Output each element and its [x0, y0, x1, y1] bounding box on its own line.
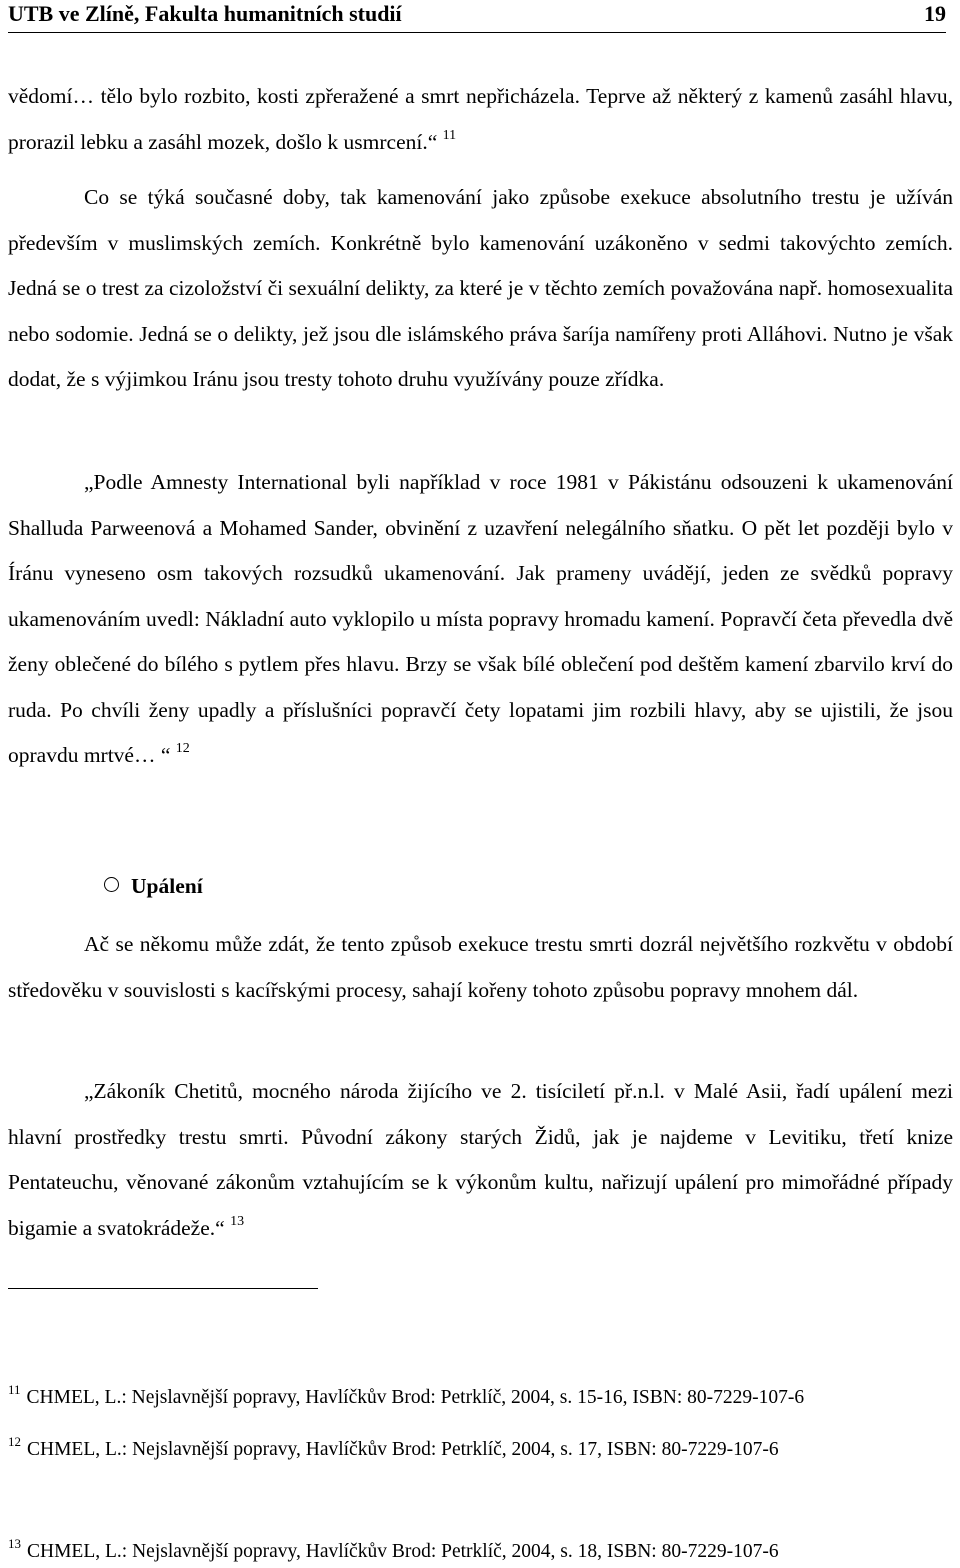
footnote-number: 11 [8, 1382, 21, 1397]
footnote-ref-11[interactable]: 11 [442, 127, 457, 143]
paragraph-1-text: vědomí… tělo bylo rozbito, kosti zpřeražené a smrt nepřicházela. Teprve až některý z kamenů zasáhl hlavu, prorazil lebku a zasáhl mozek, došlo k usmrcení.“ [8, 84, 953, 154]
paragraph-4-text: Ač se někomu může zdát, že tento způsob exekuce trestu smrti dozrál největšího rozkvětu v období středověku v souvislosti s kacířskými procesy, sahají kořeny tohoto způsobu popravy mnohem dál. [8, 932, 953, 1002]
footnote-text: CHMEL, L.: Nejslavnější popravy, Havlíčkův Brod: Petrklíč, 2004, s. 18, ISBN: 80-7229-107-6 [27, 1541, 779, 1562]
paragraph-2 [8, 175, 953, 403]
footnote-number: 12 [8, 1434, 21, 1449]
bullet-icon [104, 877, 119, 892]
footnote-11 [8, 1382, 805, 1410]
footnote-text: CHMEL, L.: Nejslavnější popravy, Havlíčkův Brod: Petrklíč, 2004, s. 15-16, ISBN: 80-7229-107-6 [26, 1387, 805, 1408]
footnote-separator [8, 1288, 318, 1289]
footnote-number: 13 [8, 1536, 21, 1551]
footnote-12 [8, 1434, 779, 1462]
paragraph-3 [8, 460, 953, 779]
page-header [8, 0, 946, 33]
paragraph-5-text: „Zákoník Chetitů, mocného národa žijícího ve 2. tisíciletí př.n.l. v Malé Asii, řadí upálení mezi hlavní prostředky trestu smrti. Původní zákony starých Židů, jak je najdeme v Levitiku, třetí knize Pentateuchu, věnované zákonům vztahujícím se k výkonům kultu, nařizují upálení pro mimořádné případy bigamie a svatokrádeže.“ [8, 1079, 953, 1240]
paragraph-3-text: „Podle Amnesty International byli například v roce 1981 v Pákistánu odsouzeni k ukamenování Shalluda Parweenová a Mohamed Sander, obvinění z uzavření nelegálního sňatku. O pět let později bylo v Íránu vyneseno osm takových rozsudků ukamenování. Jak prameny uvádějí, jeden ze svědků popravy ukamenováním uvedl: Nákladní auto vyklopilo u místa popravy hromadu kamení. Popravčí četa převedla dvě ženy oblečené do bílého s pytlem přes hlavu. Brzy se však bílé oblečení pod deštěm kamení zbarvilo krví do ruda. Po chvíli ženy upadly a příslušníci popravčí čety lopatami jim rozbili hlavy, aby se ujistili, že jsou opravdu mrtvé… “ [8, 470, 953, 767]
footnote-text: CHMEL, L.: Nejslavnější popravy, Havlíčkův Brod: Petrklíč, 2004, s. 17, ISBN: 80-7229-107-6 [27, 1439, 779, 1460]
paragraph-5 [8, 1069, 953, 1251]
footnote-13 [8, 1536, 779, 1564]
header-title: UTB ve Zlíně, Fakulta humanitních studií [8, 1, 402, 26]
footnote-ref-12[interactable]: 12 [175, 741, 190, 756]
paragraph-1 [8, 74, 953, 165]
section-heading [104, 866, 203, 906]
footnote-ref-13[interactable]: 13 [230, 1213, 245, 1229]
section-heading-text: Upálení [131, 874, 203, 898]
paragraph-4 [8, 922, 953, 1013]
page-number: 19 [924, 1, 946, 26]
paragraph-2-text: Co se týká současné doby, tak kamenování jako způsobe exekuce absolutního trestu je užíván především v muslimských zemích. Konkrétně bylo kamenování uzákoněno v sedmi takovýchto zemích. Jedná se o trest za cizoložství či sexuální delikty, za které je v těchto zemích považována např. homosexualita nebo sodomie. Jedná se o delikty, jež jsou dle islámského práva šaríja namířeny proti Alláhovi. Nutno je však dodat, že s výjimkou Iránu jsou tresty tohoto druhu využívány pouze zřídka. [8, 185, 953, 391]
